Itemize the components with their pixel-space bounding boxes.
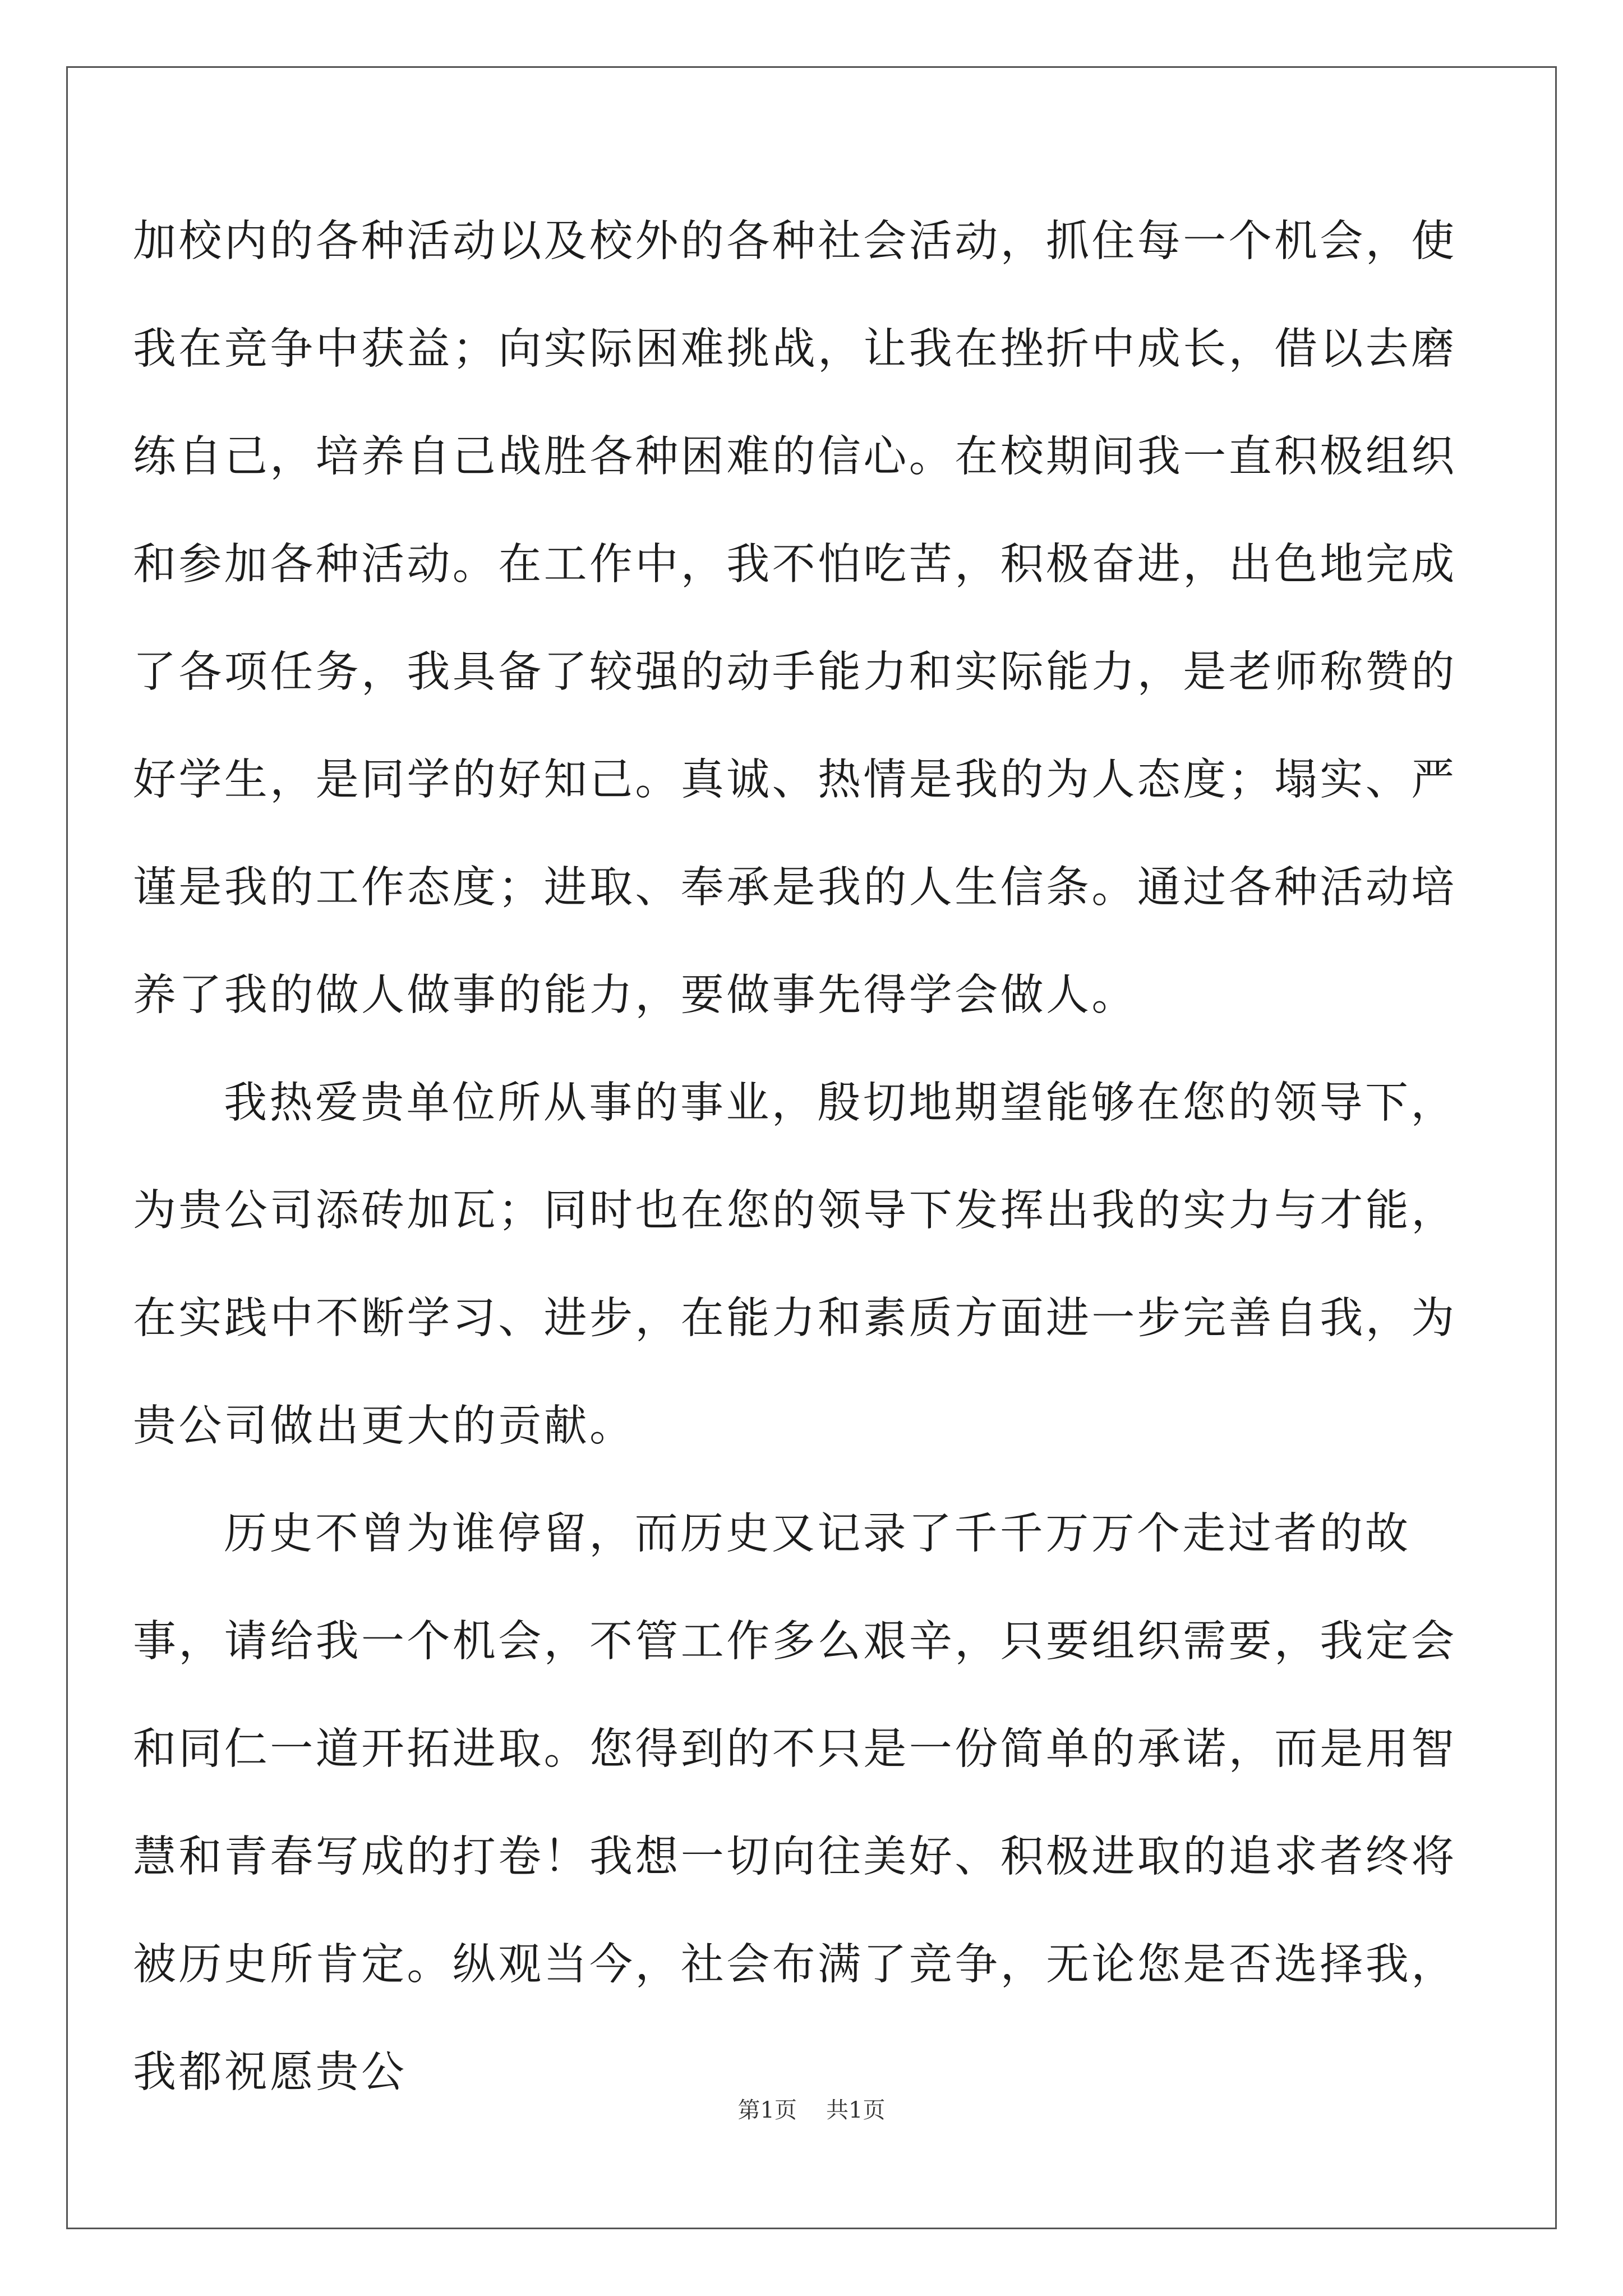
document-body	[133, 188, 1490, 2127]
page-number: 第1页	[737, 2097, 797, 2123]
paragraph-2: 我热爱贵单位所从事的事业，殷切地期望能够在您的领导下，为贵公司添砖加瓦；同时也在您的领导下发挥出我的实力与才能，在实践中不断学习、进步，在能力和素质方面进一步完善自我，为贵公司做出更大的贡献。	[133, 1078, 1457, 1451]
paragraph-3: 历史不曾为谁停留，而历史又记录了千千万万个走过者的故事，请给我一个机会，不管工作多么艰辛，只要组织需要，我定会和同仁一道开拓进取。您得到的不只是一份简单的承诺，而是用智慧和青春写成的打卷！我想一切向往美好、积极进取的追求者终将被历史所肯定。纵观当今，社会布满了竞争，无论您是否选择我，我都祝愿贵公	[133, 1509, 1457, 2097]
paragraph-1: 加校内的各种活动以及校外的各种社会活动，抓住每一个机会，使我在竞争中获益；向实际困难挑战，让我在挫折中成长，借以去磨练自己，培养自己战胜各种困难的信心。在校期间我一直积极组织和参加各种活动。在工作中，我不怕吃苦，积极奋进，出色地完成了各项任务，我具备了较强的动手能力和实际能力，是老师称赞的好学生，是同学的好知己。真诚、热情是我的为人态度；塌实、严谨是我的工作态度；进取、奉承是我的人生信条。通过各种活动培养了我的做人做事的能力，要做事先得学会做人。	[133, 217, 1457, 1020]
page-total: 共1页	[826, 2097, 886, 2123]
page-footer	[0, 2092, 1623, 2124]
